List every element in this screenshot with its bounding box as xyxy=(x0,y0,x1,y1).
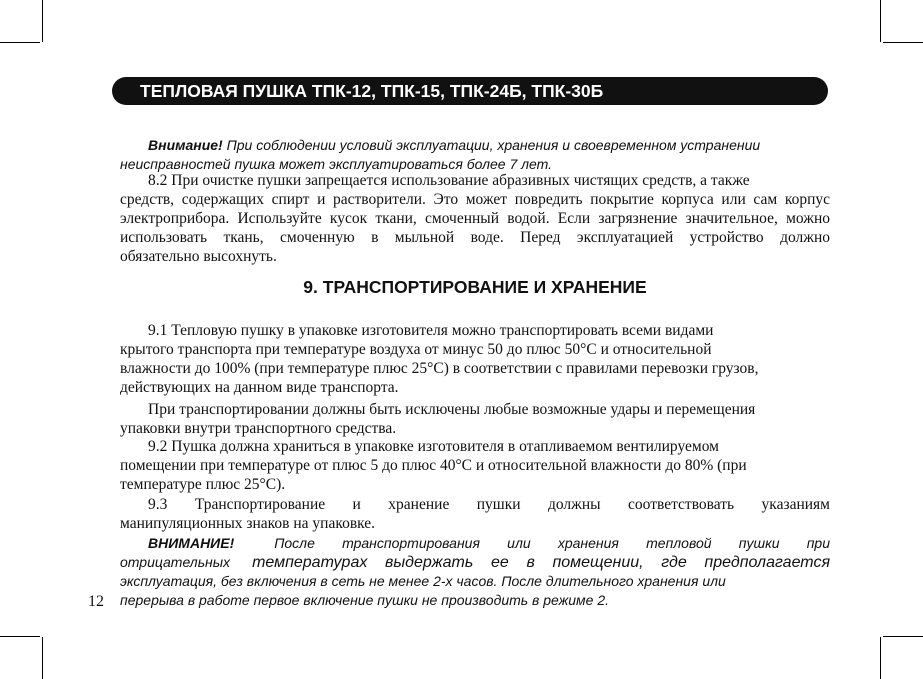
crop-mark xyxy=(883,636,923,637)
text-line: 9.2 Пушка должна храниться в упаковке изготовителя в отапливаемом вентилируемом xyxy=(148,438,719,455)
warning-text: После транспортирования или хранения тепловой пушки при xyxy=(274,535,830,551)
crop-mark xyxy=(880,637,881,679)
attention-text: При соблюдении условий эксплуатации, хранения и своевременном устранении xyxy=(222,137,761,153)
text-line: влажности до 100% (при температуре плюс 25°С) в соответствии с правилами перевозки грузов, xyxy=(120,360,759,377)
text-line: 9.1 Тепловую пушку в упаковке изготовителя можно транспортировать всеми видами xyxy=(148,322,714,339)
paragraph-9-1-transport xyxy=(120,400,830,438)
text-line: обязательно высохнуть. xyxy=(120,248,277,265)
paragraph-9-1 xyxy=(120,321,830,397)
attention-label: Внимание! xyxy=(148,137,223,153)
attention-note xyxy=(120,136,830,174)
warning-text: отрицательных xyxy=(120,554,231,570)
text-line: температуре плюс 25°С). xyxy=(120,476,286,493)
crop-mark xyxy=(42,637,43,679)
warning-text: перерыва в работе первое включение пушки не производить в режиме 2. xyxy=(120,592,610,608)
text-line: помещении при температуре от плюс 5 до плюс 40°С и относительной влажности до 80% (при xyxy=(120,457,747,474)
warning-text: эксплуатация, без включения в сеть не менее 2-х часов. После длительного хранения или xyxy=(120,573,726,589)
text-line: 8.2 При очистке пушки запрещается использование абразивных чистящих средств, а также xyxy=(148,172,750,189)
page-number: 12 xyxy=(88,593,104,610)
crop-mark xyxy=(880,0,881,42)
crop-mark xyxy=(42,0,43,42)
attention-text: неисправностей пушка может эксплуатироваться более 7 лет. xyxy=(120,156,553,172)
text-line: крытого транспорта при температуре воздуха от минус 50 до плюс 50°С и относительной xyxy=(120,341,712,358)
section-title: 9. ТРАНСПОРТИРОВАНИЕ И ХРАНЕНИЕ xyxy=(303,277,647,297)
text-line: При транспортировании должны быть исключены любые возможные удары и перемещения xyxy=(148,401,756,418)
text-line: средств, содержащих спирт и растворители. Это может повредить покрытие корпуса или сам корпус xyxy=(120,191,830,208)
text-line: манипуляционных знаков на упаковке. xyxy=(120,515,376,532)
paragraph-9-2 xyxy=(120,437,830,494)
text-line: действующих на данном виде транспорта. xyxy=(120,379,399,396)
page-header: ТЕПЛОВАЯ ПУШКА ТПК-12, ТПК-15, ТПК-24Б, ТПК-30Б xyxy=(112,77,828,105)
text-line: упаковки внутри транспортного средства. xyxy=(120,420,397,437)
text-line: электроприбора. Используйте кусок ткани, смоченный водой. Если загрязнение значительное, можно xyxy=(120,210,830,227)
text-line: использовать ткань, смоченную в мыльной воде. Перед эксплуатацией устройство должно xyxy=(120,229,830,246)
crop-mark xyxy=(0,42,40,43)
paragraph-9-3 xyxy=(120,495,830,533)
text-line: 9.3 Транспортирование и хранение пушки должны соответствовать указаниям xyxy=(148,496,830,513)
warning-text: температурах выдержать ее в помещении, где предполагается xyxy=(252,554,830,571)
warning-label: ВНИМАНИЕ! xyxy=(148,535,235,551)
crop-mark xyxy=(883,42,923,43)
warning-note xyxy=(120,534,830,610)
paragraph-8-2 xyxy=(120,171,830,266)
crop-mark xyxy=(0,636,40,637)
